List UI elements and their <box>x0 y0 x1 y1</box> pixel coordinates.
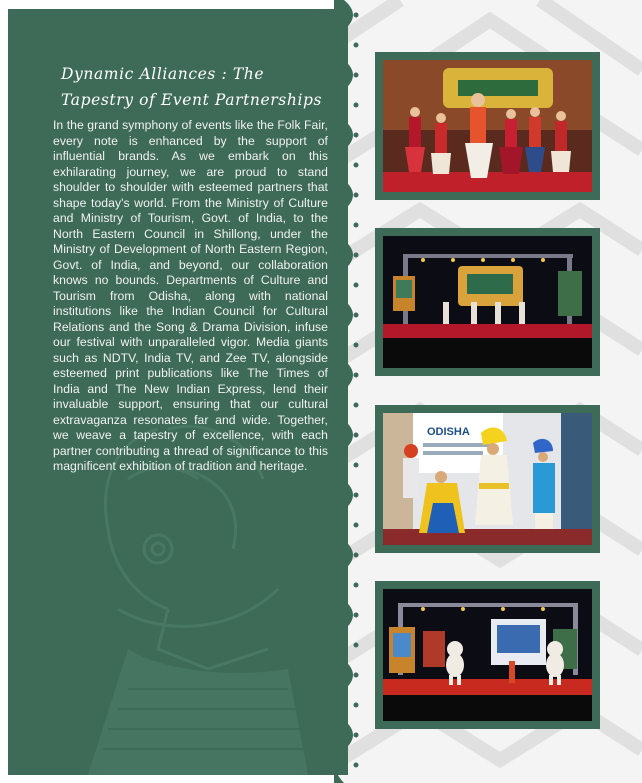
photo-frame-performers <box>375 405 600 553</box>
photo-frame-dancers <box>375 52 600 200</box>
title-line-2: Tapestry of Event Partnerships <box>61 91 323 109</box>
mascots-stage-photo <box>383 589 592 721</box>
title-line-1: Dynamic Alliances : The <box>61 65 265 83</box>
odisha-sign-text: ODISHA <box>427 426 470 438</box>
article-title <box>61 61 341 113</box>
scalloped-divider <box>334 0 364 783</box>
article-body: In the grand symphony of events like the Folk Fair, every note is enhanced by the support of influential brands. As we embark on this exhilarating journey, we are proud to stand shoulder to shoulder with esteemed partners that shape today's world. From the Ministry of Culture and Ministry of Tourism, Govt. of India, to the North Eastern Council in Shillong, under the Ministry of Development of North Eastern Region, Govt. of India, and beyond, our collaboration knows no bounds. Departments of Culture and Tourism from Odisha, along with national institutions like the Indian Council for Cultural Relations and the Song & Drama Division, infuse our festival with unparalleled vigor. Media giants such as NDTV, India TV, and Zee TV, alongside esteemed print publications like The Times of India and The New Indian Express, lend their invaluable support, ensuring that our cultural extravaganza resonates far and wide. Together, we weave a tapestry of excellence, with each partner contributing a thread of significance to this magnificent exhibition of tradition and heritage. <box>53 118 328 473</box>
photo-frame-stage-night <box>375 228 600 376</box>
performers-photo <box>383 413 592 545</box>
stage-night-photo <box>383 236 592 368</box>
stage-dance-photo <box>383 60 592 192</box>
photo-frame-mascots <box>375 581 600 729</box>
